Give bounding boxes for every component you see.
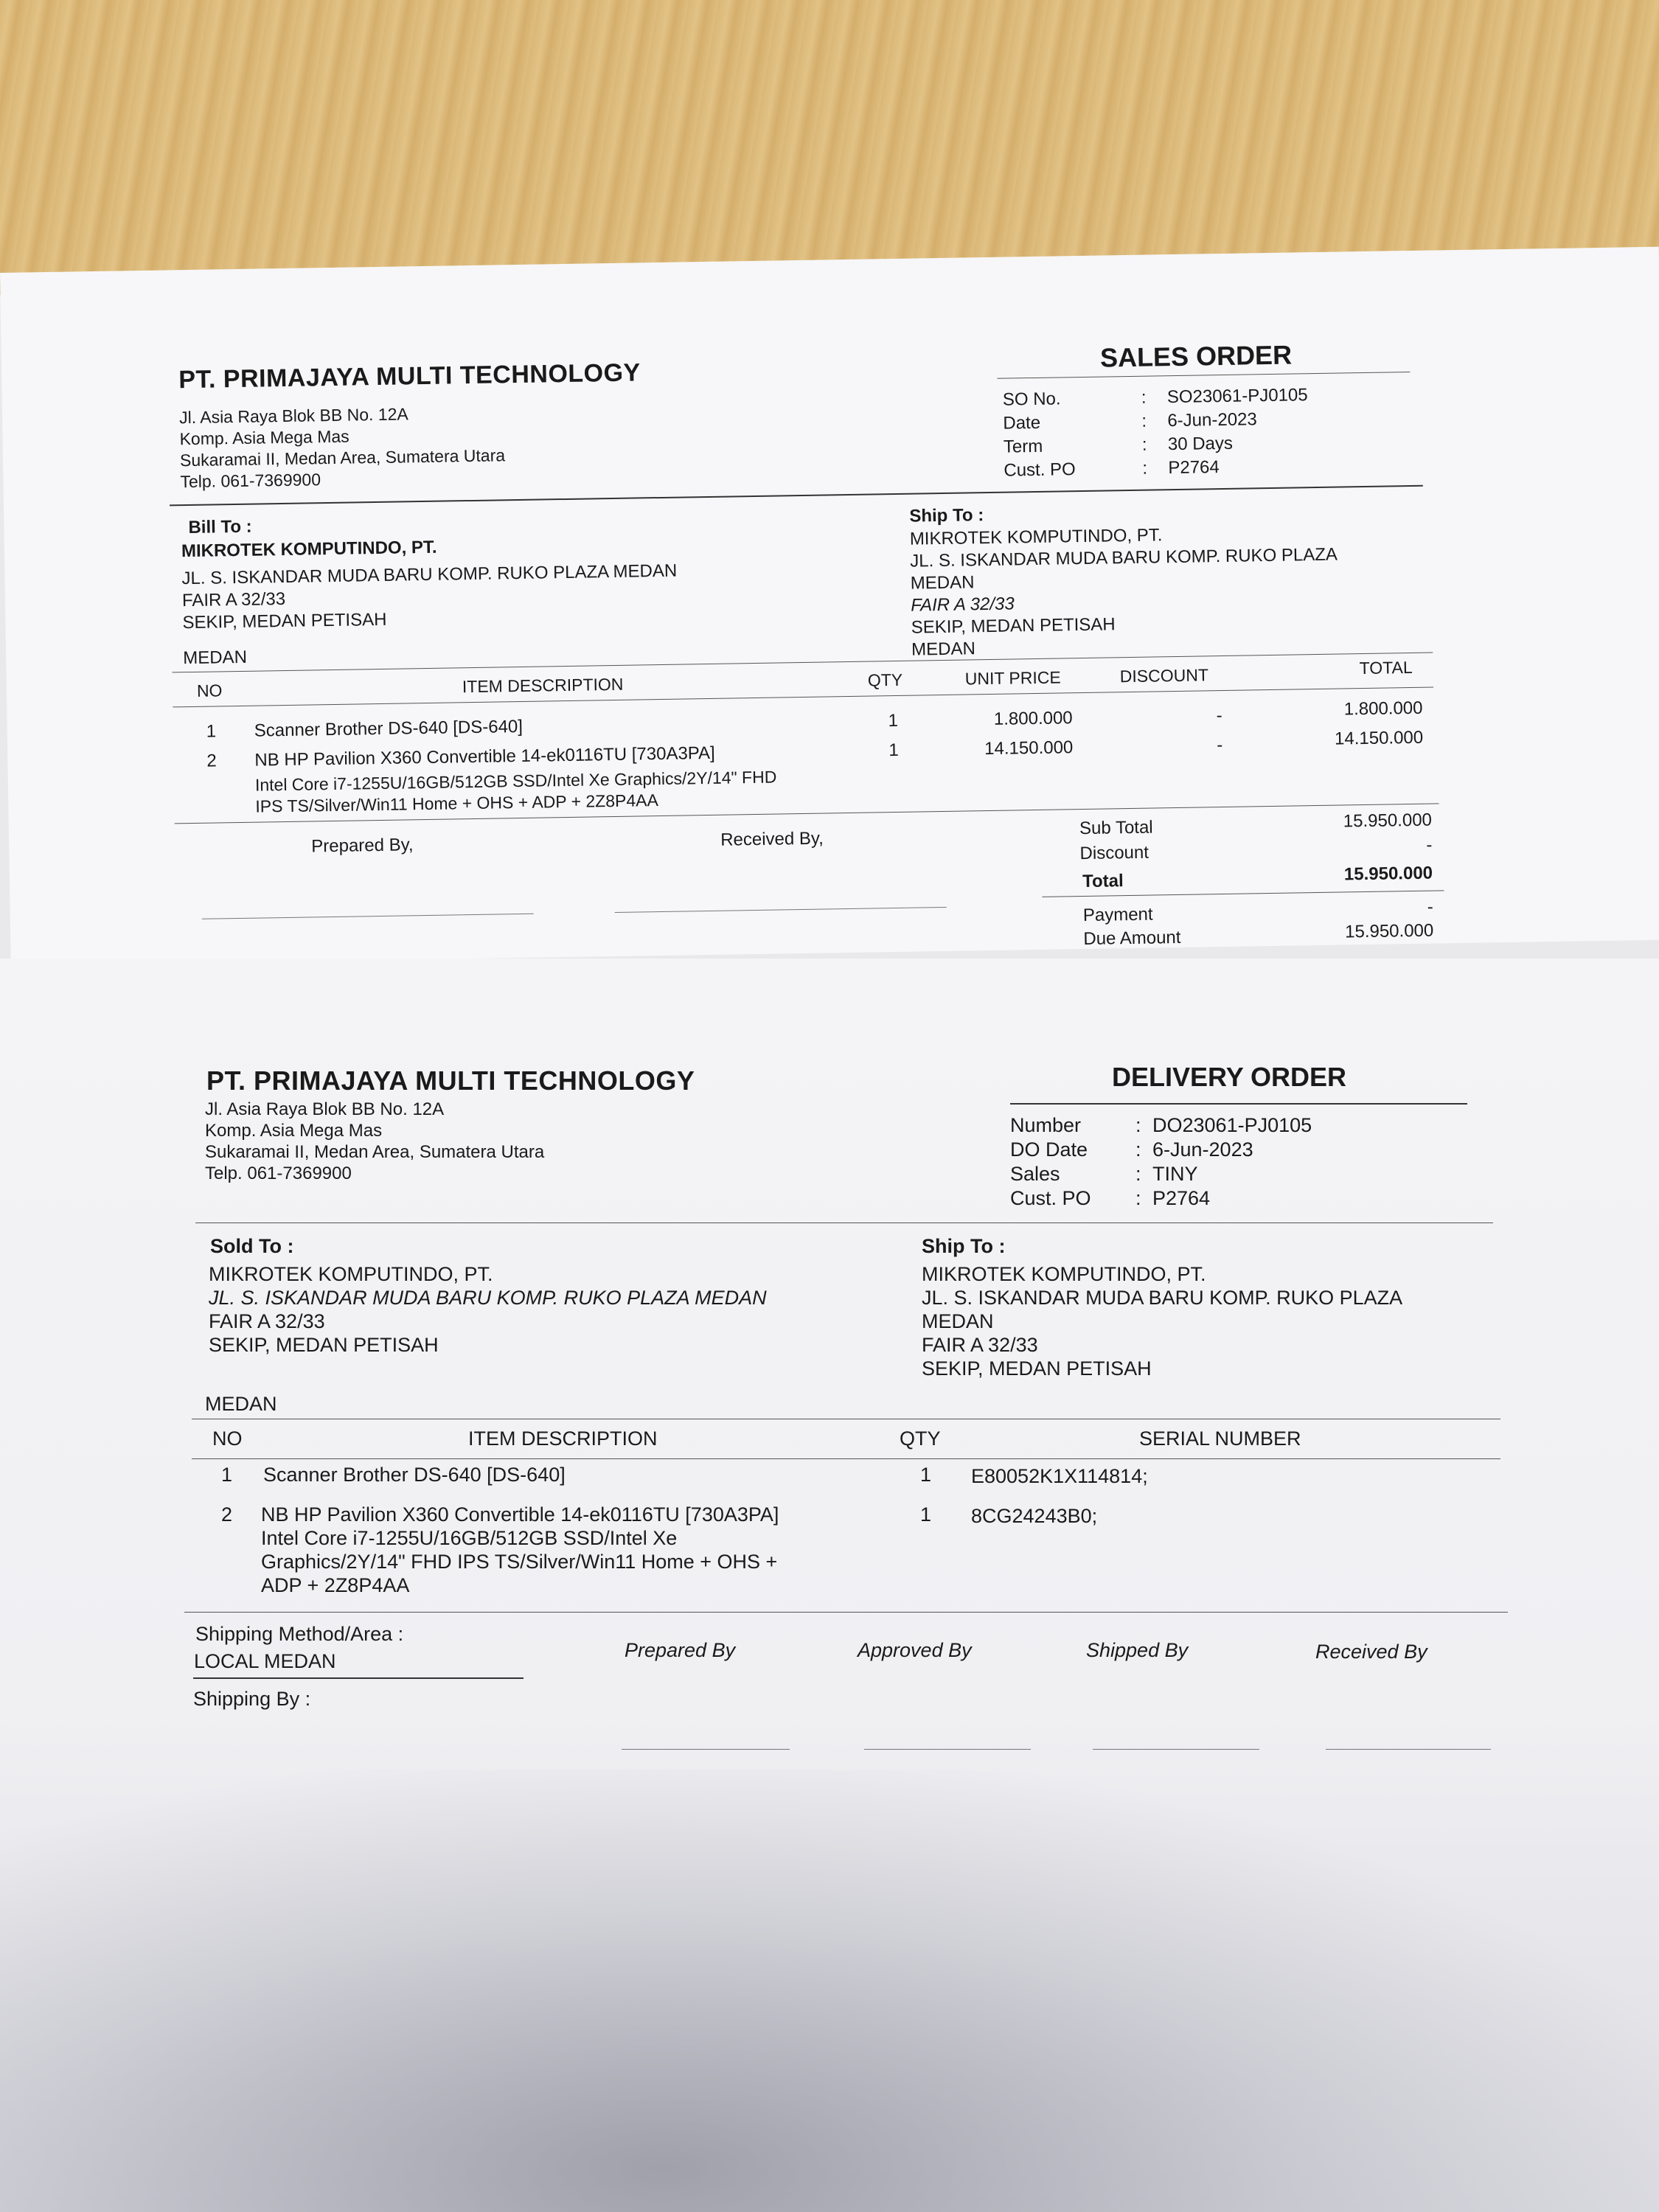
so-due-amount-value: 15.950.000 — [1344, 920, 1434, 942]
so-total-label: Total — [1082, 871, 1124, 892]
do-col-no: NO — [212, 1427, 243, 1450]
do-company-name: PT. PRIMAJAYA MULTI TECHNOLOGY — [206, 1065, 695, 1096]
so-prepared-by-label: Prepared By, — [311, 835, 414, 857]
so-item-2-total: 14.150.000 — [1334, 727, 1424, 749]
so-item-2-qty: 1 — [888, 740, 899, 761]
so-item-2-unit-price: 14.150.000 — [984, 737, 1074, 759]
so-total-value: 15.950.000 — [1343, 863, 1433, 885]
do-item-2-qty: 1 — [920, 1503, 932, 1526]
so-col-desc: ITEM DESCRIPTION — [462, 674, 624, 697]
so-discount-label: Discount — [1079, 842, 1150, 864]
so-meta-labels: SO No. Date Term Cust. PO — [1002, 389, 1076, 481]
so-col-total: TOTAL — [1359, 657, 1413, 678]
so-company-address: Jl. Asia Raya Blok BB No. 12A Komp. Asia Mega Mas Sukaramai II, Medan Area, Sumatera Utara Telp. 061-7369900 — [178, 404, 506, 492]
so-ship-to-label: Ship To : — [909, 505, 984, 526]
so-col-unit-price: UNIT PRICE — [964, 667, 1061, 689]
do-col-desc: ITEM DESCRIPTION — [468, 1427, 658, 1450]
so-bill-to-address: JL. S. ISKANDAR MUDA BARU KOMP. RUKO PLAZA MEDAN FAIR A 32/33 SEKIP, MEDAN PETISAH — [181, 560, 678, 633]
do-item-2-no: 2 — [221, 1503, 233, 1526]
do-sold-to-label: Sold To : — [210, 1235, 294, 1257]
so-bill-to-city: MEDAN — [183, 647, 248, 669]
do-approved-signature-line — [864, 1749, 1031, 1750]
so-received-signature-line — [615, 907, 947, 913]
so-item-2-discount: - — [1217, 735, 1223, 756]
so-item-1-no: 1 — [206, 721, 217, 742]
so-item-2-desc-detail: Intel Core i7-1255U/16GB/512GB SSD/Intel Xe Graphics/2Y/14" FHD IPS TS/Silver/Win11 Home + OHS + ADP + 2Z8P4AA — [254, 767, 777, 816]
do-prepared-signature-line — [622, 1749, 790, 1750]
do-item-1-no: 1 — [221, 1464, 233, 1486]
so-due-amount-label: Due Amount — [1083, 927, 1181, 950]
sales-order-sheet — [0, 247, 1659, 966]
so-item-1-qty: 1 — [888, 710, 899, 731]
do-approved-by-label: Approved By — [858, 1639, 972, 1661]
do-received-signature-line — [1326, 1749, 1491, 1750]
do-item-2-serial: 8CG24243B0; — [971, 1505, 1098, 1527]
so-item-1-discount: - — [1216, 706, 1222, 726]
so-item-2-desc: NB HP Pavilion X360 Convertible 14-ek0116TU [730A3PA] — [254, 742, 715, 771]
do-item-1-desc: Scanner Brother DS-640 [DS-640] — [263, 1464, 566, 1486]
so-subtotal-label: Sub Total — [1079, 817, 1153, 839]
so-discount-value: - — [1426, 835, 1433, 855]
so-ship-to-address: MIKROTEK KOMPUTINDO, PT. JL. S. ISKANDAR MUDA BARU KOMP. RUKO PLAZA MEDAN FAIR A 32/33 SEKIP, MEDAN PETISAH — [909, 525, 1338, 638]
do-meta-labels: Number DO Date Sales Cust. PO — [1010, 1114, 1091, 1209]
do-title: DELIVERY ORDER — [1112, 1062, 1347, 1092]
so-col-discount: DISCOUNT — [1119, 665, 1209, 686]
do-meta-values: DO23061-PJ0105 6-Jun-2023 TINY P2764 — [1152, 1114, 1312, 1209]
do-col-qty: QTY — [900, 1427, 941, 1450]
so-received-by-label: Received By, — [720, 828, 824, 850]
do-item-1-qty: 1 — [920, 1464, 932, 1486]
do-shipping-by-label: Shipping By : — [193, 1688, 311, 1710]
do-received-by-label: Received By — [1315, 1641, 1427, 1663]
so-item-1-unit-price: 1.800.000 — [993, 708, 1073, 729]
do-col-serial: SERIAL NUMBER — [1139, 1427, 1301, 1450]
so-item-1-total: 1.800.000 — [1343, 698, 1423, 720]
so-bill-to-label: Bill To : — [188, 516, 252, 538]
so-item-2-no: 2 — [206, 751, 218, 771]
so-subtotal-value: 15.950.000 — [1343, 810, 1433, 832]
do-shipped-signature-line — [1093, 1749, 1259, 1750]
do-shipping-method-label: Shipping Method/Area : — [195, 1623, 404, 1645]
so-meta-separators: : : : : — [1141, 387, 1148, 479]
do-company-address: Jl. Asia Raya Blok BB No. 12A Komp. Asia Mega Mas Sukaramai II, Medan Area, Sumatera Utara Telp. 061-7369900 — [205, 1099, 545, 1183]
do-meta-separators: : : : : — [1135, 1114, 1141, 1209]
do-item-2-desc: NB HP Pavilion X360 Convertible 14-ek0116TU [730A3PA] Intel Core i7-1255U/16GB/512GB SSD/Intel Xe Graphics/2Y/14" FHD IPS TS/Silver/Win11 Home + OHS + ADP + 2Z8P4AA — [261, 1503, 779, 1596]
do-prepared-by-label: Prepared By — [625, 1639, 736, 1661]
do-ship-to-address: MIKROTEK KOMPUTINDO, PT. JL. S. ISKANDAR MUDA BARU KOMP. RUKO PLAZA MEDAN FAIR A 32/33 SEKIP, MEDAN PETISAH — [922, 1263, 1403, 1380]
so-col-qty: QTY — [867, 669, 903, 690]
so-prepared-signature-line — [202, 914, 534, 919]
do-item-1-serial: E80052K1X114814; — [971, 1465, 1148, 1487]
so-col-no: NO — [196, 681, 223, 700]
so-payment-value: - — [1427, 897, 1433, 917]
do-shipping-method-value: LOCAL MEDAN — [194, 1650, 336, 1672]
so-payment-label: Payment — [1082, 904, 1153, 926]
so-bill-to-name: MIKROTEK KOMPUTINDO, PT. — [181, 537, 437, 562]
so-title: SALES ORDER — [1099, 339, 1293, 373]
so-meta-values: SO23061-PJ0105 6-Jun-2023 30 Days P2764 — [1166, 385, 1308, 479]
do-shipped-by-label: Shipped By — [1086, 1639, 1189, 1661]
do-ship-to-label: Ship To : — [922, 1235, 1006, 1257]
so-company-name: PT. PRIMAJAYA MULTI TECHNOLOGY — [178, 358, 641, 394]
do-sold-to-address: MIKROTEK KOMPUTINDO, PT. JL. S. ISKANDAR MUDA BARU KOMP. RUKO PLAZA MEDAN FAIR A 32/33 SEKIP, MEDAN PETISAH — [209, 1263, 767, 1356]
delivery-order-sheet — [0, 959, 1659, 2212]
do-sold-to-city: MEDAN — [205, 1393, 277, 1415]
so-item-1-desc: Scanner Brother DS-640 [DS-640] — [254, 716, 524, 741]
so-ship-to-city: MEDAN — [911, 639, 976, 660]
